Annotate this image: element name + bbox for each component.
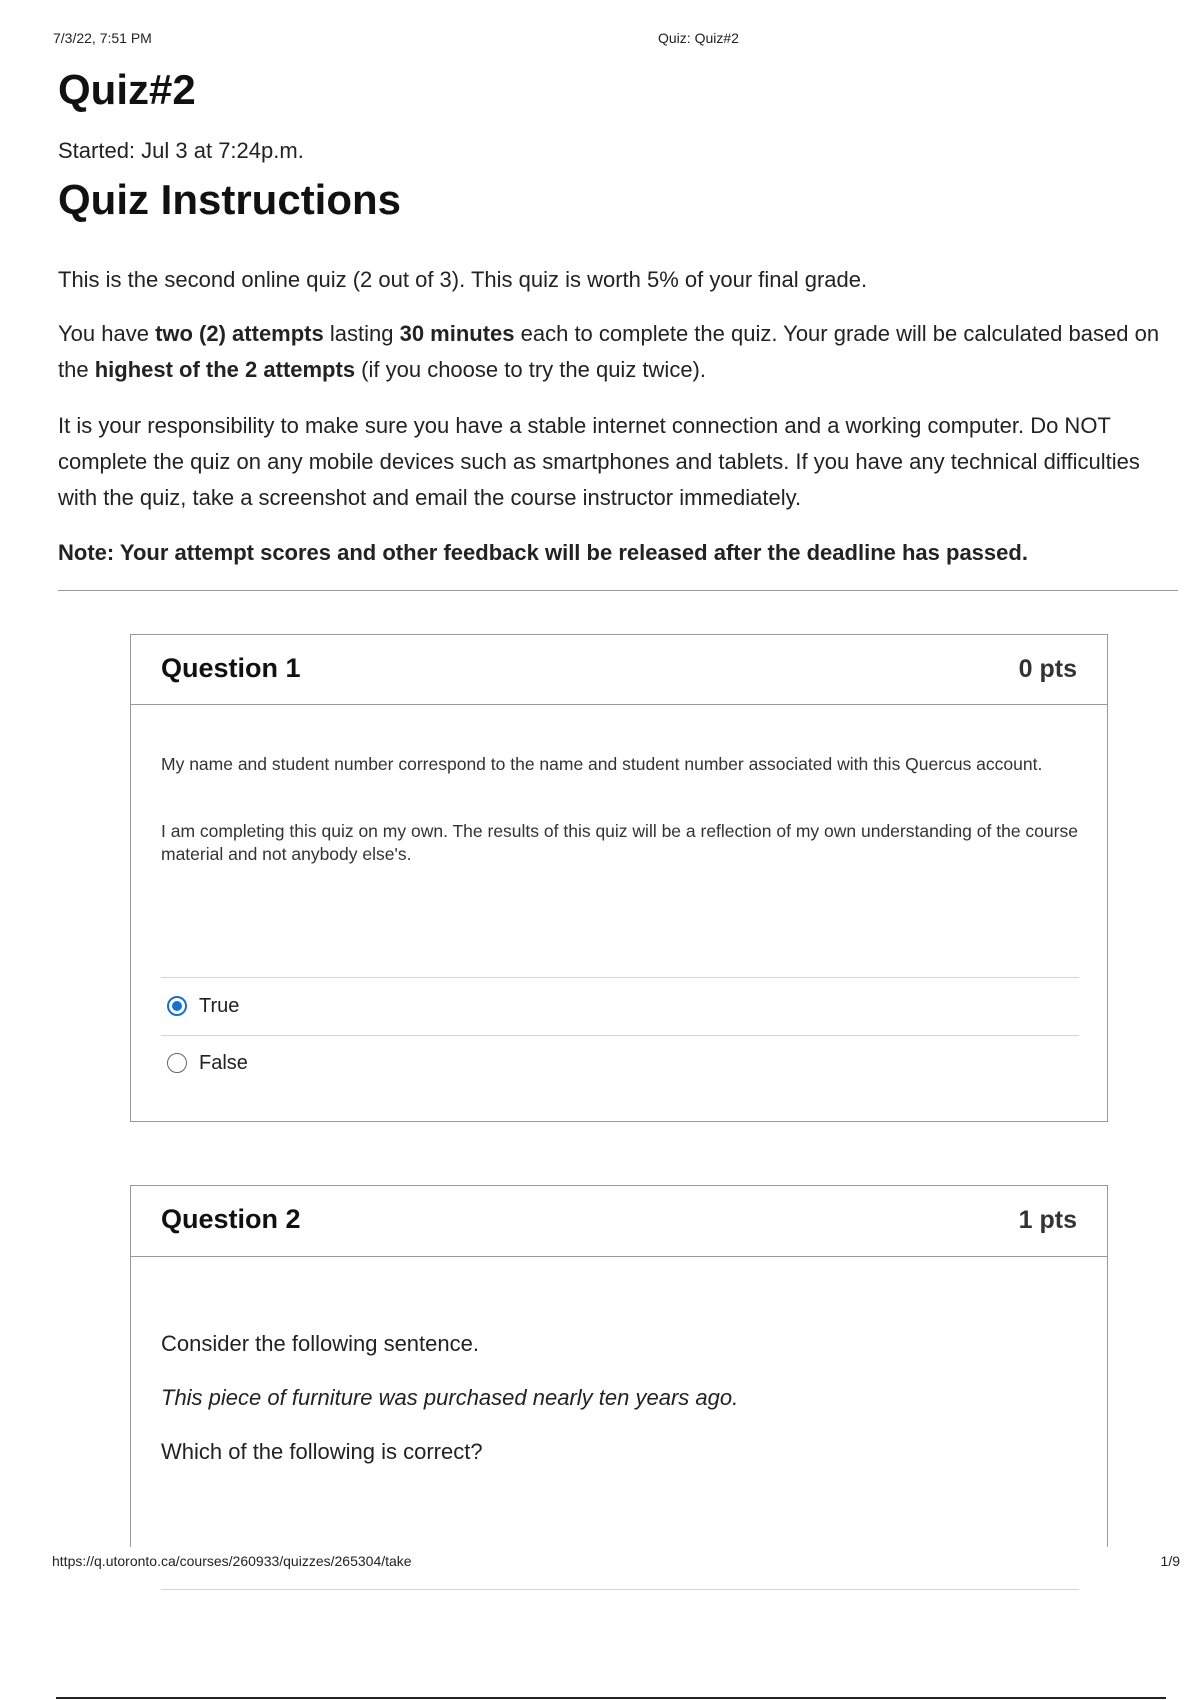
print-header-datetime: 7/3/22, 7:51 PM (53, 30, 152, 46)
p2-text-a: You have (58, 321, 156, 346)
question-2-card (130, 1185, 1108, 1547)
question-1-header (131, 635, 1107, 705)
question-2-sentence: This piece of furniture was purchased nearly ten years ago. (161, 1385, 739, 1410)
answer-option-false[interactable] (167, 1048, 248, 1078)
answer-option-true[interactable] (167, 991, 239, 1021)
question-2-header (131, 1186, 1107, 1257)
instructions-paragraph-3: It is your responsibility to make sure you have a stable internet connection and a working computer. Do NOT complete the quiz on any mobile devices such as smartphones and tablets. If you have any technical difficulties with the quiz, take a screenshot and email the course instructor immediately. (58, 413, 1140, 510)
print-footer-url: https://q.utoronto.ca/courses/260933/quizzes/265304/take (52, 1553, 412, 1569)
p2-bold-minutes: 30 minutes (399, 321, 515, 346)
answer-separator (161, 1035, 1079, 1036)
p2-text-c: lasting (323, 321, 400, 346)
instructions-paragraph-1: This is the second online quiz (2 out of 3). This quiz is worth 5% of your final grade. (58, 267, 868, 292)
question-1-points: 0 pts (1018, 655, 1077, 683)
section-divider (58, 590, 1178, 591)
question-2-prompt: Which of the following is correct? (161, 1439, 483, 1464)
radio-button-checked[interactable] (167, 996, 187, 1016)
quiz-started-time: Started: Jul 3 at 7:24p.m. (58, 138, 304, 163)
answer-label: False (199, 1051, 248, 1074)
question-2-points: 1 pts (1018, 1206, 1077, 1234)
radio-button[interactable] (167, 1053, 187, 1073)
p2-bold-highest: highest of the 2 attempts (94, 357, 356, 382)
print-footer-page-number: 1/9 (1160, 1553, 1180, 1569)
instructions-heading: Quiz Instructions (58, 176, 402, 223)
answer-label: True (199, 994, 240, 1017)
print-header-title: Quiz: Quiz#2 (658, 30, 739, 46)
question-1-text-2: I am completing this quiz on my own. The results of this quiz will be a reflection of my own understanding of the course material and not anybody else's. (161, 821, 1078, 864)
question-2-title: Question 2 (161, 1204, 301, 1234)
answer-separator (161, 1589, 1079, 1590)
instructions-note: Note: Your attempt scores and other feedback will be released after the deadline has passed. (58, 540, 1028, 565)
quiz-title: Quiz#2 (58, 66, 196, 113)
p2-text-e: each to complete the quiz. Your grade will be calculated based on the (58, 321, 1160, 382)
question-1-card (130, 634, 1108, 1122)
question-1-title: Question 1 (161, 653, 301, 683)
question-2-text-1: Consider the following sentence. (161, 1331, 479, 1356)
bottom-rule (56, 1697, 1166, 1699)
answer-separator (161, 977, 1079, 978)
p2-bold-attempts: two (2) attempts (155, 321, 324, 346)
instructions-paragraph-2 (58, 316, 1170, 388)
question-1-text-1: My name and student number correspond to the name and student number associated with this Quercus account. (161, 754, 1043, 774)
p2-text-g: (if you choose to try the quiz twice). (355, 357, 706, 382)
